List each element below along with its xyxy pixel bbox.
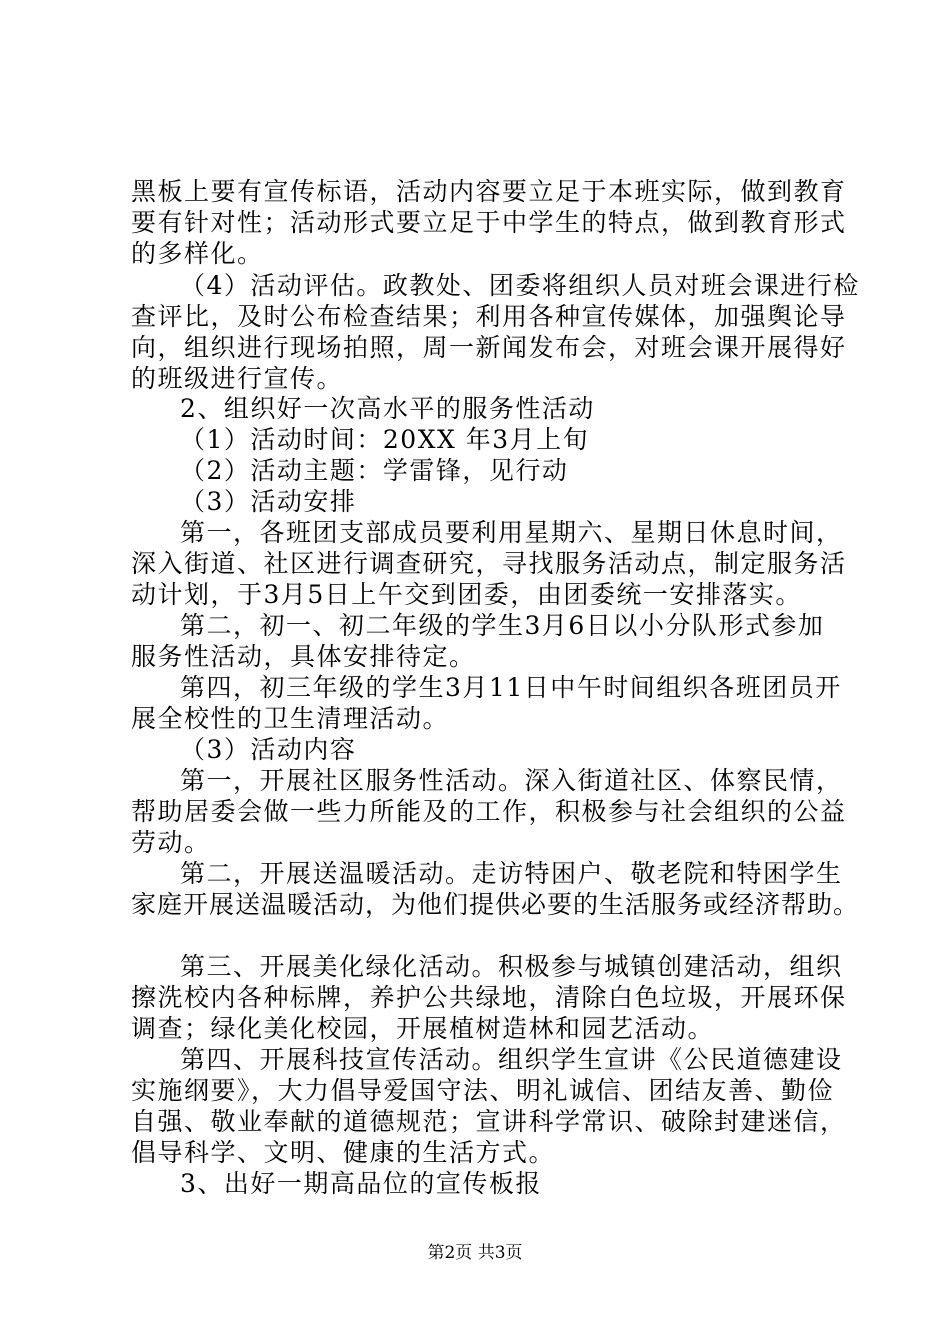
text-line: 服务性活动，具体安排待定。 [131,642,476,671]
text-line: 第一，开展社区服务性活动。深入街道社区、体察民情， [180,766,843,795]
text-line: 第三、开展美化绿化活动。积极参与城镇创建活动，组织 [180,952,843,981]
text-line: 向，组织进行现场拍照，周一新闻发布会，对班会课开展得好 [131,333,847,362]
text-line: 展全校性的卫生清理活动。 [131,704,450,733]
text-line: 第四，初三年级的学生3月11日中午时间组织各班团员开 [180,673,842,702]
text-line: 要有针对性；活动形式要立足于中学生的特点，做到教育形式 [131,208,847,237]
text-line: 劳动。 [131,828,211,857]
text-line: 深入街道、社区进行调查研究，寻找服务活动点，制定服务活 [131,549,847,578]
text-line: 查评比，及时公布检查结果；利用各种宣传媒体，加强舆论导 [131,302,847,331]
text-line: （1）活动时间：20XX 年3月上旬 [180,425,590,454]
text-line: 黑板上要有宣传标语，活动内容要立足于本班实际，做到教育 [131,177,847,206]
text-line: 第二，初一、初二年级的学生3月6日以小分队形式参加 [180,611,825,640]
text-line: （3）活动内容 [180,735,357,764]
text-line: 家庭开展送温暖活动，为他们提供必要的生活服务或经济帮助。 [131,890,860,919]
text-line: 第二，开展送温暖活动。走访特困户、敬老院和特困学生 [180,859,843,888]
text-line: 动计划，于3月5日上午交到团委，由团委统一安排落实。 [131,580,802,609]
text-line: 第四、开展科技宣传活动。组织学生宣讲《公民道德建设 [180,1045,843,1074]
text-line: 的多样化。 [131,239,264,268]
text-line: 自强、敬业奉献的道德规范；宣讲科学常识、破除封建迷信， [131,1107,847,1136]
text-line: 第一，各班团支部成员要利用星期六、星期日休息时间， [180,518,843,547]
text-line: 调查；绿化美化校园，开展植树造林和园艺活动。 [131,1014,715,1043]
text-line: 擦洗校内各种标牌，养护公共绿地，清除白色垃圾，开展环保 [131,983,847,1012]
text-line: 帮助居委会做一些力所能及的工作，积极参与社会组织的公益 [131,797,847,826]
text-line: （3）活动安排 [180,487,357,516]
text-line: 实施纲要》，大力倡导爱国守法、明礼诚信、团结友善、勤俭 [131,1076,835,1105]
text-line: （4）活动评估。政教处、团委将组织人员对班会课进行检 [180,271,860,300]
text-line: （2）活动主题：学雷锋，见行动 [180,456,569,485]
text-line: 的班级进行宣传。 [131,364,344,393]
page-number-footer: 第2页 共3页 [427,1243,523,1263]
section-heading: 3、出好一期高品位的宣传板报 [180,1169,542,1198]
section-heading: 2、组织好一次高水平的服务性活动 [180,394,595,423]
text-line: 倡导科学、文明、健康的生活方式。 [131,1138,556,1167]
